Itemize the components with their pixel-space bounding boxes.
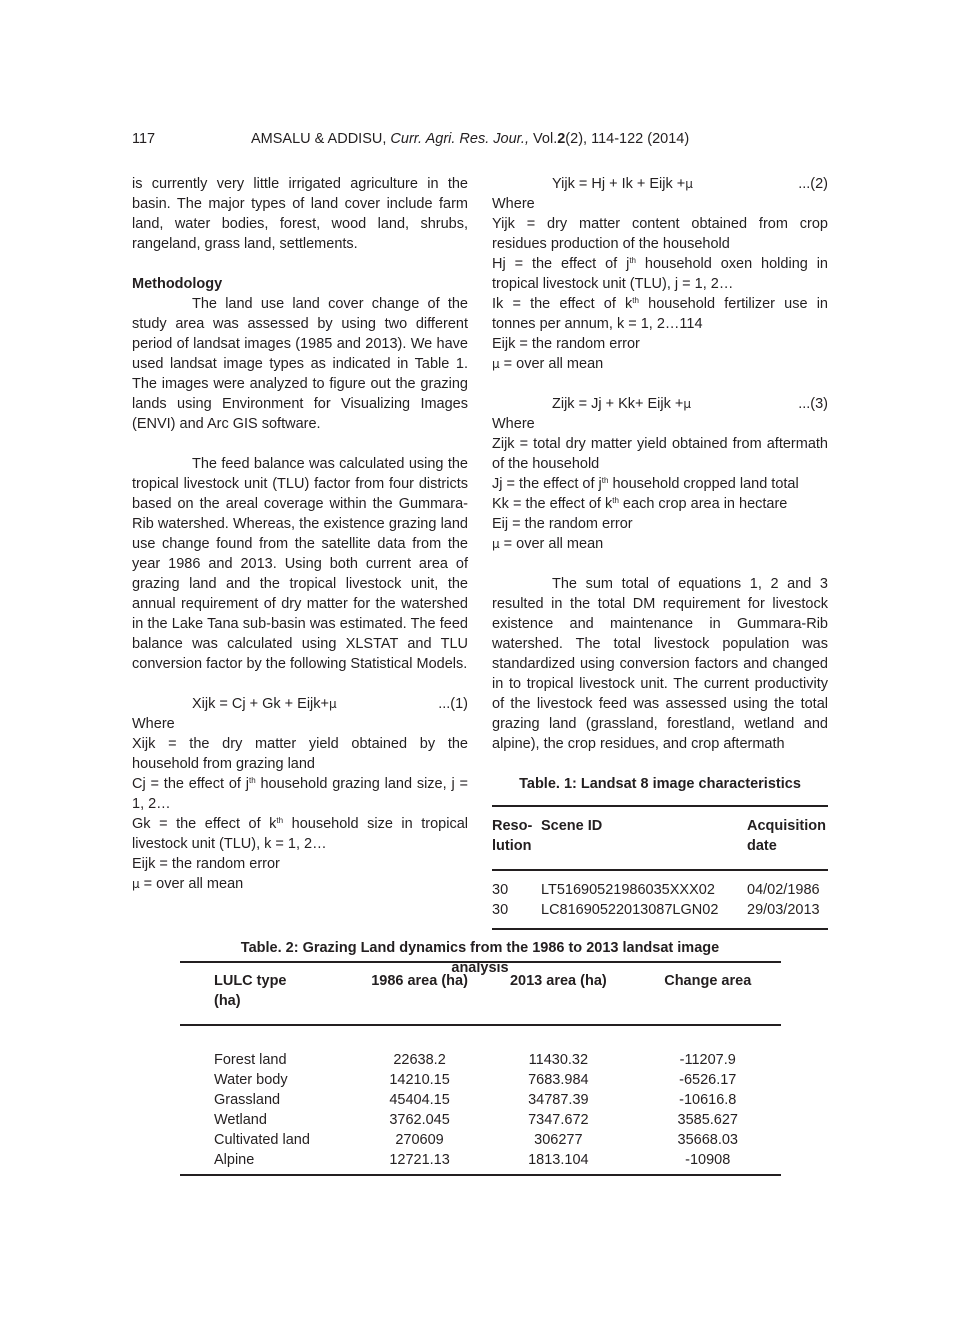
definition-eijk: Eijk = the random error	[132, 856, 280, 872]
equation-1-number: ...(1)	[438, 696, 468, 712]
table-row	[180, 1025, 781, 1070]
table-2-caption: Table. 2: Grazing Land dynamics from the 1986 to 2013 landsat image analysis	[240, 940, 720, 976]
table-row	[180, 1150, 781, 1175]
equation-3-body: Zijk = Jj + Kk+ Eijk +μ	[552, 396, 691, 412]
cell-resolution: 30	[492, 882, 509, 898]
equation-2-where: Where	[492, 196, 535, 212]
cell-1986-area: 3762.045	[389, 1112, 450, 1128]
feed-balance-paragraph: The feed balance was calculated using the tropical livestock unit (TLU) factor from four districts based on the areal coverage within the Gummara-Rib watershed. Whereas, the existence grazing land use change found from the satellite data from the year 1986 and 2013. Using both current area of grazing land and the tropical livestock unit, the annual requirement of dry matter for the watershed in the Lake Tana sub-basin was estimated. The feed balance was calculated using XLSTAT and TLU conversion factor by the following Statistical Models.	[132, 456, 468, 672]
header-vol-number: 2	[557, 131, 566, 147]
cell-1986-area: 22638.2	[393, 1052, 446, 1068]
table-1-header-acquisition-date: Acquisition date	[747, 806, 828, 870]
definition-gk: Gk = the effect of $k^{th}$ household size in tropical livestock unit (TLU), k = 1, 2…	[132, 816, 468, 852]
table-row	[180, 1110, 781, 1130]
table-1-caption: Table. 1: Landsat 8 image characteristics	[519, 776, 801, 792]
cell-resolution: 30	[492, 900, 541, 929]
table-1-header-row	[492, 806, 828, 870]
cell-lulc-type: Forest land	[214, 1052, 287, 1068]
table-row	[180, 1070, 781, 1090]
running-header-citation	[251, 129, 689, 149]
cell-date: 04/02/1986	[747, 882, 820, 898]
spacer	[132, 434, 468, 454]
table-1-header-resolution: Reso- lution	[492, 806, 541, 870]
intro-paragraph: is currently very little irrigated agriculture in the basin. The major types of land cover include farm land, water bodies, forest, wood land, shrubs, rangeland, grass land, settlements.	[132, 176, 468, 252]
cell-lulc-type: Wetland	[214, 1112, 267, 1128]
definition-xijk: Xijk = the dry matter yield obtained by the household from grazing land	[132, 736, 468, 772]
cell-2013-area: 1813.104	[482, 1150, 634, 1175]
table-2-header-change-area: Change area	[634, 962, 781, 1025]
cell-2013-area: 34787.39	[528, 1092, 589, 1108]
cell-2013-area: 306277	[534, 1132, 583, 1148]
spacer	[132, 254, 468, 274]
cell-change-area: 35668.03	[677, 1132, 738, 1148]
definition-ik: Ik = the effect of $k^{th}$ household fertilizer use in tonnes per annum, k = 1, 2…114	[492, 296, 828, 332]
definition-yijk: Yijk = dry matter content obtained from crop residues production of the household	[492, 216, 828, 252]
cell-change-area: -10908	[634, 1150, 781, 1175]
methodology-paragraph: The land use land cover change of the study area was assessed by using two different period of landsat images (1985 and 2013). We have used landsat image types as indicated in Table 1. The images were analyzed to figure out the grazing lands using Environment for Visualizing Images (ENVI) and Arc GIS software.	[132, 296, 468, 432]
equation-2	[492, 174, 828, 194]
spacer	[492, 554, 828, 574]
page-number: 117	[132, 131, 156, 147]
cell-change-area: -11207.9	[679, 1052, 736, 1068]
equation-1	[132, 694, 468, 714]
cell-change-area: 3585.627	[677, 1112, 738, 1128]
cell-lulc-type: Cultivated land	[214, 1132, 310, 1148]
cell-1986-area: 14210.15	[389, 1072, 450, 1088]
table-row	[180, 1130, 781, 1150]
equation-3-number: ...(3)	[798, 396, 828, 412]
cell-lulc-type: Grassland	[214, 1092, 281, 1108]
table-2-header-2013-area: 2013 area (ha)	[482, 962, 634, 1025]
cell-change-area: -6526.17	[679, 1072, 737, 1088]
table-row	[180, 1090, 781, 1110]
right-column	[492, 174, 828, 754]
cell-lulc-type: Alpine	[180, 1150, 357, 1175]
definition-kk: Kk = the effect of $k^{th}$ each crop area in hectare	[492, 496, 788, 512]
spacer	[132, 674, 468, 694]
section-heading-methodology: Methodology	[132, 276, 223, 292]
equation-1-where: Where	[132, 716, 175, 732]
definition-eij: Eij = the random error	[492, 516, 633, 532]
cell-scene-id: LT51690521986035XXX02	[541, 882, 715, 898]
cell-2013-area: 7347.672	[528, 1112, 589, 1128]
definition-zijk: Zijk = total dry matter yield obtained from aftermath of the household	[492, 436, 828, 472]
cell-1986-area: 270609	[395, 1132, 444, 1148]
header-journal: Curr. Agri. Res. Jour.,	[390, 131, 529, 147]
definition-mu-3: μ = over all mean	[492, 536, 604, 552]
equation-3	[492, 394, 828, 414]
table-2-header-1986-area: 1986 area (ha)	[357, 962, 482, 1025]
equation-2-body: Yijk = Hj + Ik + Eijk +μ	[552, 176, 693, 192]
table-2	[180, 961, 781, 1176]
cell-1986-area: 45404.15	[389, 1092, 450, 1108]
equation-2-number: ...(2)	[798, 176, 828, 192]
table-row	[492, 900, 828, 929]
table-2-header-lulc-type: LULC type (ha)	[180, 962, 357, 1025]
table-2-header-row	[180, 962, 781, 1025]
table-1-header-scene-id: Scene ID	[541, 806, 747, 870]
definition-mu: μ = over all mean	[132, 876, 244, 892]
definition-eijk-2: Eijk = the random error	[492, 336, 640, 352]
cell-change-area: -10616.8	[679, 1092, 737, 1108]
equation-3-where: Where	[492, 416, 535, 432]
cell-scene-id: LC81690522013087LGN02	[541, 900, 747, 929]
table-row	[492, 870, 828, 900]
table-1	[492, 805, 828, 930]
cell-date: 29/03/2013	[747, 900, 828, 929]
spacer	[492, 374, 828, 394]
cell-2013-area: 7683.984	[528, 1072, 589, 1088]
definition-jj: Jj = the effect of $j^{th}$ household cropped land total	[492, 476, 799, 492]
equation-1-body: Xijk = Cj + Gk + Eijk+μ	[192, 696, 337, 712]
sum-total-paragraph: The sum total of equations 1, 2 and 3 resulted in the total DM requirement for livestock existence and maintenance in Gummara-Rib watershed. The total livestock population was standardized using conversion factors and changed in to tropical livestock unit. The current productivity of the livestock feed was assessed using the total grazing land (grassland, forestland, wetland and alpine), the crop residues, and crop aftermath	[492, 576, 828, 752]
cell-lulc-type: Water body	[214, 1072, 288, 1088]
header-authors: AMSALU & ADDISU,	[251, 131, 387, 147]
header-vol-prefix: Vol.	[533, 131, 558, 147]
definition-hj: Hj = the effect of $j^{th}$ household oxen holding in tropical livestock unit (TLU), j = 1, 2…	[492, 256, 828, 292]
definition-cj: Cj = the effect of $j^{th}$ household grazing land size, j = 1, 2…	[132, 776, 468, 812]
header-issue-pages-year: (2), 114-122 (2014)	[565, 131, 690, 147]
cell-2013-area: 11430.32	[528, 1052, 589, 1068]
definition-mu-2: μ = over all mean	[492, 356, 604, 372]
cell-1986-area: 12721.13	[357, 1150, 482, 1175]
left-column	[132, 174, 468, 894]
